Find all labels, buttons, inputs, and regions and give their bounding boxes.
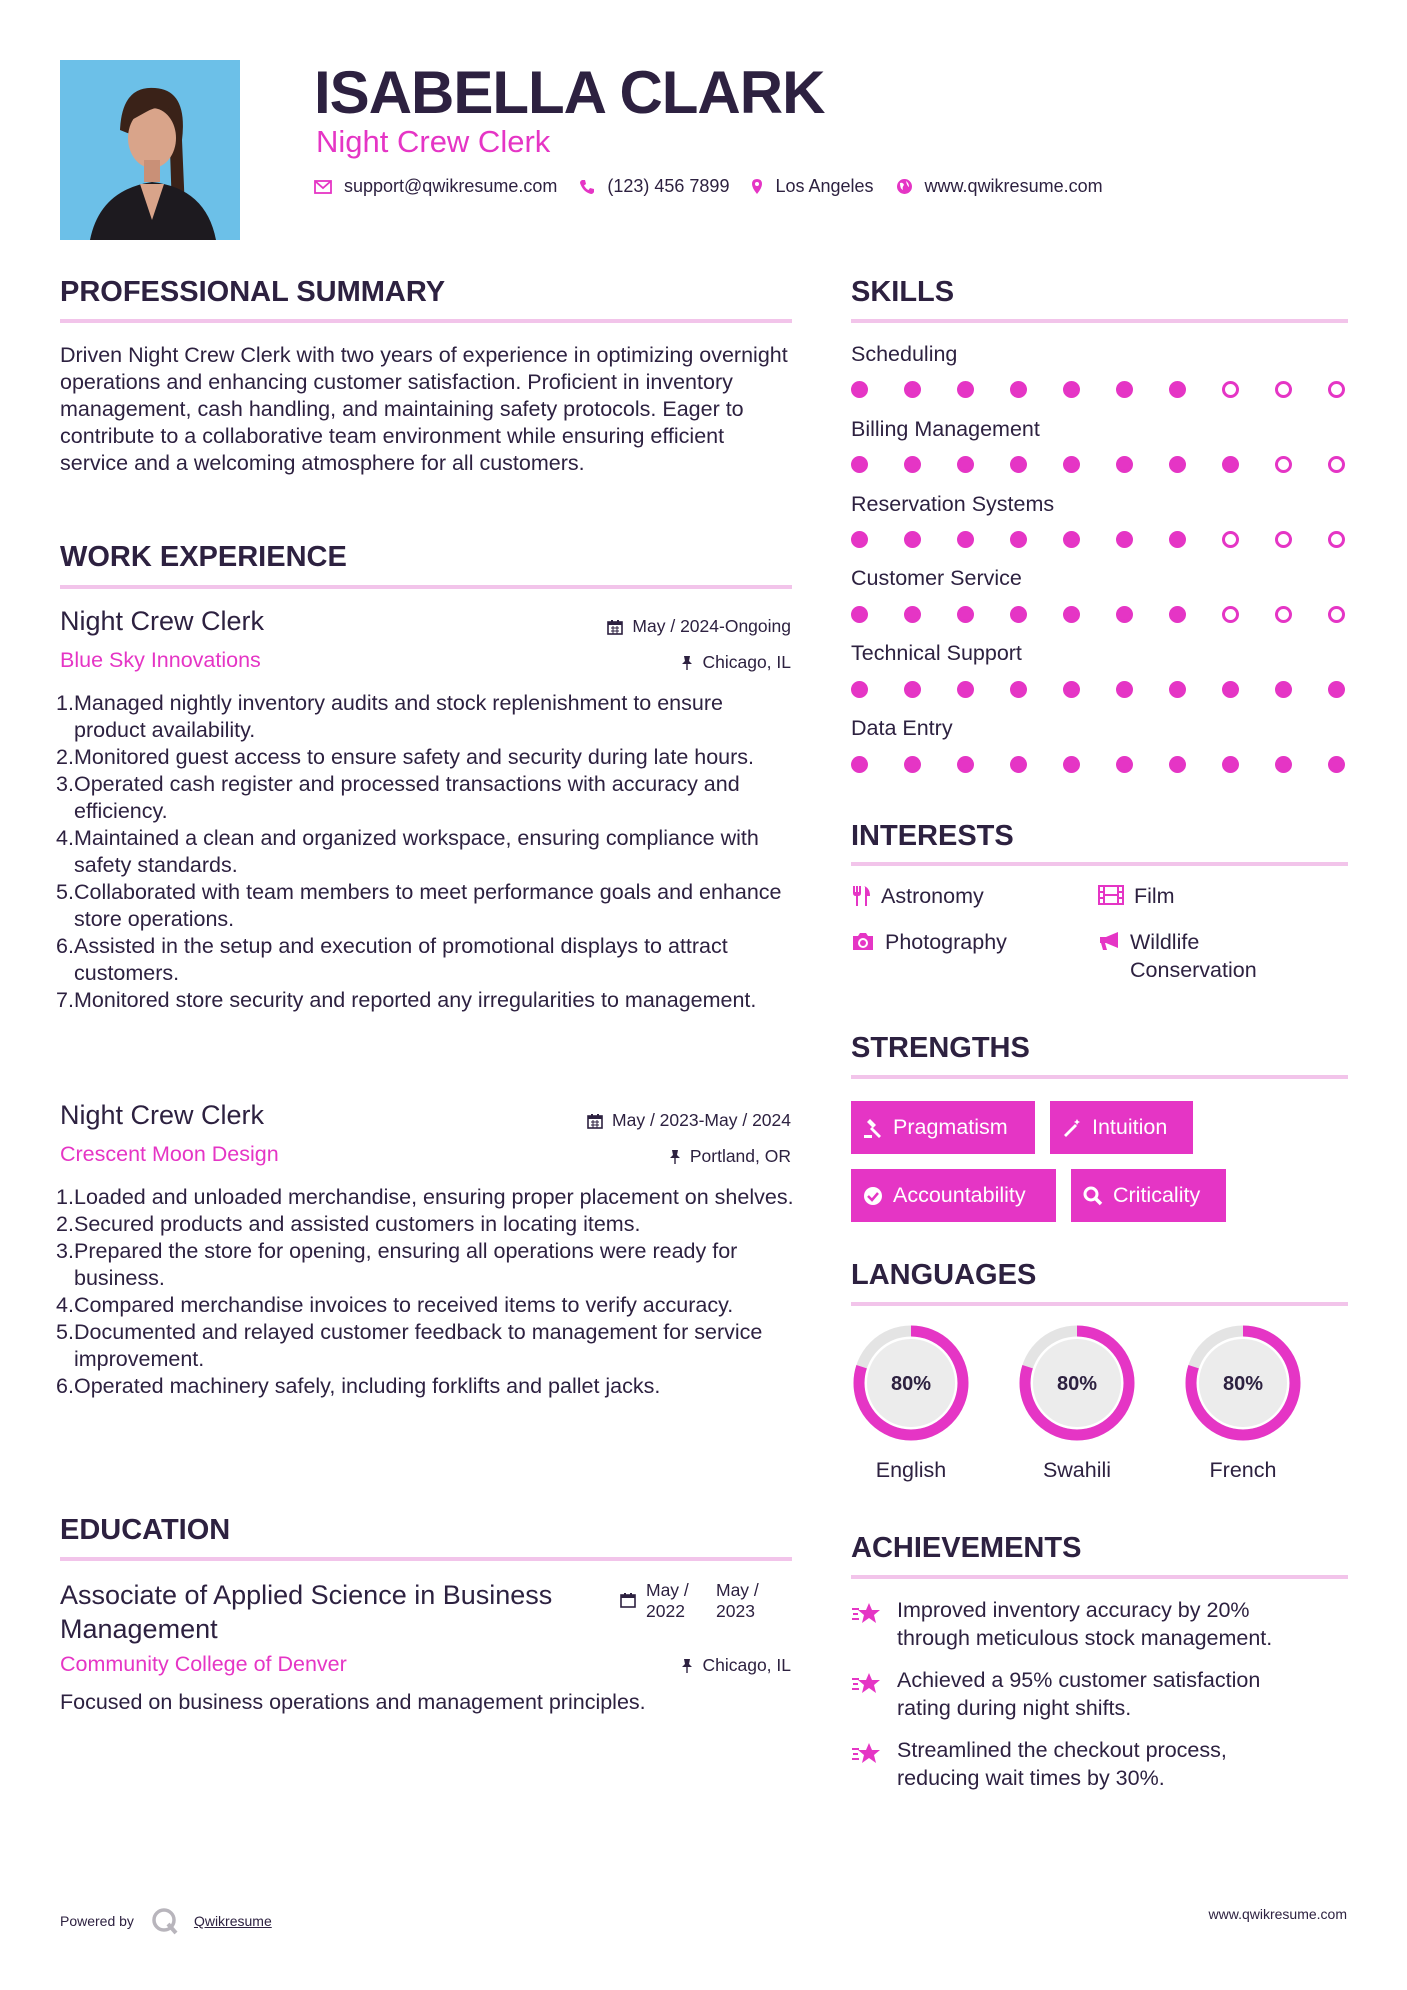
donut-label: 80%	[890, 1373, 932, 1395]
skill-dot-filled	[1063, 756, 1080, 773]
strengths-heading: STRENGTHS	[851, 1032, 1030, 1064]
skill-name: Data Entry	[851, 716, 953, 740]
thumbtack-icon	[669, 1149, 681, 1165]
summary-divider	[60, 319, 792, 323]
skill-name: Reservation Systems	[851, 492, 1055, 516]
experience-divider	[60, 585, 792, 589]
skill-dot-filled	[957, 381, 974, 398]
envelope-icon	[314, 180, 332, 194]
skill-rating	[851, 756, 1348, 776]
candidate-name: ISABELLA CLARK	[314, 59, 825, 126]
skill-dot-filled	[1275, 756, 1292, 773]
skill-dot-filled	[1169, 756, 1186, 773]
skill-dot-empty	[1275, 531, 1292, 548]
list-item: 2. Monitored guest access to ensure safety and security during late hours.	[56, 745, 755, 769]
job-2-location-text: Portland, OR	[689, 1146, 791, 1166]
education-start-date: May / 2022	[646, 1580, 689, 1621]
footer-url[interactable]: www.qwikresume.com	[1208, 1906, 1347, 1922]
thumbtack-icon	[681, 1658, 693, 1674]
skill-dot-filled	[1010, 606, 1027, 623]
skill-dot-empty	[1275, 606, 1292, 623]
website-text: www.qwikresume.com	[924, 176, 1103, 196]
shooting-star-icon	[851, 1670, 885, 1698]
interest-wildlife-conservation: Wildlife Conservation	[1098, 928, 1257, 984]
skill-dot-filled	[1169, 606, 1186, 623]
skill-dot-filled	[957, 681, 974, 698]
skill-dot-filled	[851, 381, 868, 398]
camera-icon	[851, 931, 875, 951]
candidate-title: Night Crew Clerk	[316, 124, 551, 159]
list-item: 4. Compared merchandise invoices to received items to verify accuracy.	[56, 1293, 734, 1317]
job-1-date-text: May / 2024-Ongoing	[632, 616, 791, 636]
skill-dot-filled	[957, 606, 974, 623]
person-photo-icon	[60, 60, 240, 240]
achievement-item: Improved inventory accuracy by 20% through meticulous stock management.	[851, 1596, 1348, 1652]
skill-dot-empty	[1328, 456, 1345, 473]
degree-title: Associate of Applied Science in Business Management	[60, 1580, 553, 1644]
calendar-icon	[607, 619, 623, 635]
skill-dot-filled	[904, 531, 921, 548]
skill-dot-empty	[1328, 531, 1345, 548]
skill-dot-filled	[1116, 531, 1133, 548]
skill-dot-empty	[1222, 606, 1239, 623]
list-item: 6. Operated machinery safely, including forklifts and pallet jacks.	[56, 1374, 661, 1398]
skill-dot-filled	[851, 681, 868, 698]
skill-dot-filled	[1169, 381, 1186, 398]
interest-astronomy: Astronomy	[851, 882, 984, 910]
skill-dot-filled	[904, 456, 921, 473]
list-item: 1. Loaded and unloaded merchandise, ensuring proper placement on shelves.	[56, 1185, 794, 1209]
skill-dot-filled	[851, 606, 868, 623]
skill-name: Technical Support	[851, 641, 1022, 665]
interests-heading: INTERESTS	[851, 820, 1014, 852]
job-1-location-text: Chicago, IL	[702, 652, 791, 672]
interest-photography: Photography	[851, 928, 1007, 956]
search-icon	[1083, 1186, 1103, 1206]
thumbtack-icon	[681, 655, 693, 671]
skill-dot-filled	[957, 756, 974, 773]
skill-dot-filled	[1116, 606, 1133, 623]
contact-phone[interactable]	[579, 176, 729, 197]
job-1-company: Blue Sky Innovations	[60, 648, 261, 672]
check-circle-icon	[863, 1186, 883, 1206]
skill-rating	[851, 681, 1348, 701]
list-item: 1. Managed nightly inventory audits and stock replenishment to ensure product availability.	[56, 691, 723, 742]
contact-website[interactable]	[896, 176, 1103, 197]
job-2-location	[480, 1146, 791, 1167]
skill-rating	[851, 606, 1348, 626]
skill-dot-empty	[1328, 606, 1345, 623]
donut-label: 80%	[1222, 1373, 1264, 1395]
skill-dot-filled	[1010, 756, 1027, 773]
language-donut	[849, 1321, 973, 1445]
skill-rating	[851, 381, 1348, 401]
strength-tag-intuition: Intuition	[1050, 1101, 1193, 1154]
skill-dot-empty	[1222, 381, 1239, 398]
skill-dot-filled	[904, 381, 921, 398]
phone-icon	[579, 179, 595, 195]
skill-dot-filled	[1063, 681, 1080, 698]
education-heading: EDUCATION	[60, 1514, 231, 1546]
education-description: Focused on business operations and management principles.	[60, 1690, 646, 1714]
list-item: 5. Collaborated with team members to meet performance goals and enhance store operations.	[56, 880, 782, 931]
strength-tag-criticality: Criticality	[1071, 1169, 1226, 1222]
achievements-divider	[851, 1575, 1348, 1579]
skill-dot-filled	[957, 531, 974, 548]
skill-dot-filled	[1063, 456, 1080, 473]
skill-name: Scheduling	[851, 342, 958, 366]
magic-wand-icon	[1062, 1118, 1082, 1138]
achievement-item: Achieved a 95% customer satisfaction rating during night shifts.	[851, 1666, 1348, 1722]
shooting-star-icon	[851, 1740, 885, 1768]
skill-dot-filled	[1169, 681, 1186, 698]
languages-divider	[851, 1302, 1348, 1306]
achievements-heading: ACHIEVEMENTS	[851, 1532, 1082, 1564]
skill-dot-filled	[904, 756, 921, 773]
footer-powered-by: Powered by Qwikresume	[60, 1906, 272, 1936]
job-2-date	[480, 1110, 791, 1131]
strengths-divider	[851, 1075, 1348, 1079]
job-1-duties	[58, 690, 798, 1014]
job-2-title: Night Crew Clerk	[60, 1100, 265, 1130]
education-location: Chicago, IL	[500, 1655, 791, 1676]
language-name: Swahili	[1042, 1458, 1112, 1482]
job-1-location	[500, 652, 791, 673]
list-item: 2. Secured products and assisted customers in locating items.	[56, 1212, 641, 1236]
phone-text: (123) 456 7899	[607, 176, 730, 196]
interests-divider	[851, 862, 1348, 866]
skill-dot-filled	[1116, 756, 1133, 773]
list-item: 3. Prepared the store for opening, ensuring all operations were ready for business.	[56, 1239, 738, 1290]
strength-tag-accountability: Accountability	[851, 1169, 1056, 1222]
profile-photo	[60, 60, 240, 240]
gavel-icon	[863, 1118, 883, 1138]
bullhorn-icon	[1098, 931, 1120, 951]
donut-label: 80%	[1056, 1373, 1098, 1395]
map-marker-icon	[751, 178, 763, 195]
skill-rating	[851, 531, 1348, 551]
list-item: 7. Monitored store security and reported any irregularities to management.	[56, 988, 757, 1012]
list-item: 4. Maintained a clean and organized workspace, ensuring compliance with safety standards.	[56, 826, 759, 877]
skill-dot-filled	[1275, 681, 1292, 698]
list-item: 6. Assisted in the setup and execution of promotional displays to attract customers.	[56, 934, 728, 985]
contact-bar	[314, 176, 1125, 197]
summary-text: Driven Night Crew Clerk with two years of experience in optimizing overnight operations and enhancing customer satisfaction. Proficient in inventory management, cash handling, and maintaining safety protocols. Eager to contribute to a collaborative team environment while ensuring efficient service and a welcoming atmosphere for all customers.	[60, 343, 788, 475]
skill-dot-filled	[1328, 756, 1345, 773]
job-2-date-text: May / 2023-May / 2024	[612, 1110, 791, 1130]
experience-heading: WORK EXPERIENCE	[60, 541, 347, 573]
skill-dot-filled	[1116, 381, 1133, 398]
strength-tag-pragmatism: Pragmatism	[851, 1101, 1035, 1154]
skill-dot-filled	[1116, 681, 1133, 698]
calendar-icon	[620, 1592, 636, 1613]
skill-dot-empty	[1222, 531, 1239, 548]
language-donut	[1181, 1321, 1305, 1445]
skills-heading: SKILLS	[851, 276, 955, 308]
education-divider	[60, 1557, 792, 1561]
skill-dot-filled	[1222, 681, 1239, 698]
skill-dot-filled	[1169, 531, 1186, 548]
skill-dot-filled	[1222, 456, 1239, 473]
skill-dot-empty	[1275, 456, 1292, 473]
calendar-icon	[587, 1113, 603, 1129]
skill-dot-filled	[1063, 531, 1080, 548]
skill-dot-filled	[904, 606, 921, 623]
qwikresume-logo-icon	[150, 1906, 180, 1936]
skills-divider	[851, 319, 1348, 323]
skill-dot-filled	[1116, 456, 1133, 473]
qwikresume-link[interactable]: Qwikresume	[193, 1913, 272, 1929]
skill-dot-filled	[851, 531, 868, 548]
language-donut	[1015, 1321, 1139, 1445]
list-item: 3. Operated cash register and processed transactions with accuracy and efficiency.	[56, 772, 740, 823]
utensils-icon	[851, 885, 871, 907]
skill-dot-filled	[1010, 681, 1027, 698]
skill-dot-filled	[904, 681, 921, 698]
interest-film: Film	[1098, 882, 1175, 910]
skill-dot-filled	[1328, 681, 1345, 698]
summary-heading: PROFESSIONAL SUMMARY	[60, 276, 446, 308]
skill-dot-filled	[851, 456, 868, 473]
skill-dot-filled	[1063, 381, 1080, 398]
skill-dot-filled	[957, 456, 974, 473]
languages-heading: LANGUAGES	[851, 1259, 1037, 1291]
list-item: 5. Documented and relayed customer feedback to management for service improvement.	[56, 1320, 763, 1371]
skill-name: Billing Management	[851, 417, 1040, 441]
language-name: English	[875, 1458, 947, 1482]
skill-dot-filled	[1010, 381, 1027, 398]
achievement-item: Streamlined the checkout process, reducing wait times by 30%.	[851, 1736, 1348, 1792]
school-name: Community College of Denver	[60, 1652, 347, 1676]
contact-location	[751, 176, 873, 197]
skill-dot-filled	[851, 756, 868, 773]
language-name: French	[1209, 1458, 1277, 1482]
contact-email[interactable]	[314, 176, 557, 197]
film-icon	[1098, 885, 1124, 905]
job-2-duties	[58, 1184, 798, 1400]
skill-dot-filled	[1010, 456, 1027, 473]
email-text: support@qwikresume.com	[344, 176, 558, 196]
skill-rating	[851, 456, 1348, 476]
skill-dot-filled	[1010, 531, 1027, 548]
skill-dot-filled	[1222, 756, 1239, 773]
location-text: Los Angeles	[775, 176, 874, 196]
globe-icon	[896, 178, 913, 195]
skill-dot-filled	[1169, 456, 1186, 473]
shooting-star-icon	[851, 1600, 885, 1628]
job-2-company: Crescent Moon Design	[60, 1142, 279, 1166]
skill-dot-empty	[1275, 381, 1292, 398]
skill-dot-filled	[1063, 606, 1080, 623]
skill-dot-empty	[1328, 381, 1345, 398]
job-1-date	[500, 616, 791, 637]
skill-name: Customer Service	[851, 566, 1022, 590]
education-end-date: May / 2023	[716, 1580, 759, 1621]
job-1-title: Night Crew Clerk	[60, 606, 265, 636]
